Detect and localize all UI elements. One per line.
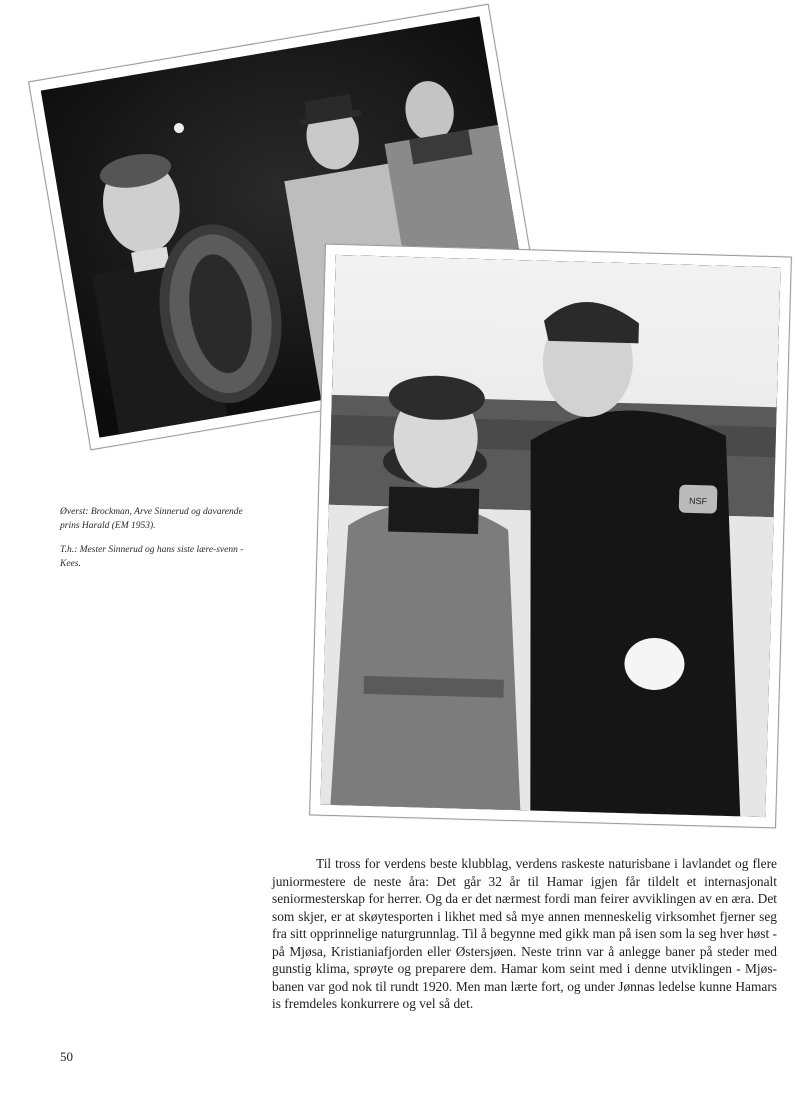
caption-right-photo: T.h.: Mester Sinnerud og hans siste lære-svenn - Kees.: [60, 545, 244, 569]
caption-top-photo: Øverst: Brockman, Arve Sinnerud og davarende prins Harald (EM 1953).: [60, 507, 243, 531]
page-number: 50: [60, 1049, 73, 1064]
body-paragraph: Til tross for verdens beste klubblag, verdens raskeste naturisbane i lavlandet og flere juniormestere de neste åra: Det går 32 år til Hamar igjen får tildelt et internasjonalt seniormesterskap for herrer. Og da er det nærmest fordi man feirer avviklingen av en æra. Det som skjer, er at skøytesporten i likhet med så mye annen menneskelig virksomhet fjerner seg fra sitt opprinnelige naturgrunnlag. Til å begynne med gikk man på isen som la seg hver høst - på Mjøsa, Kristianiafjorden eller Østersjøen. Neste trinn var å anlegge baner på steder med gunstig klima, sprøyte og preparere dem. Hamar kom seint med i denne utviklingen - Mjøs-banen var god nok til rundt 1920. Men man lærte fort, og under Jønnas ledelse kunne Hamars is fremdeles konkurrere og vel så det.: [272, 856, 777, 1011]
photo-master-and-apprentice-image: [320, 255, 780, 817]
body-text-block: [272, 855, 777, 1013]
photo-master-and-apprentice: [309, 244, 792, 829]
badge-text: NSF: [688, 495, 708, 507]
